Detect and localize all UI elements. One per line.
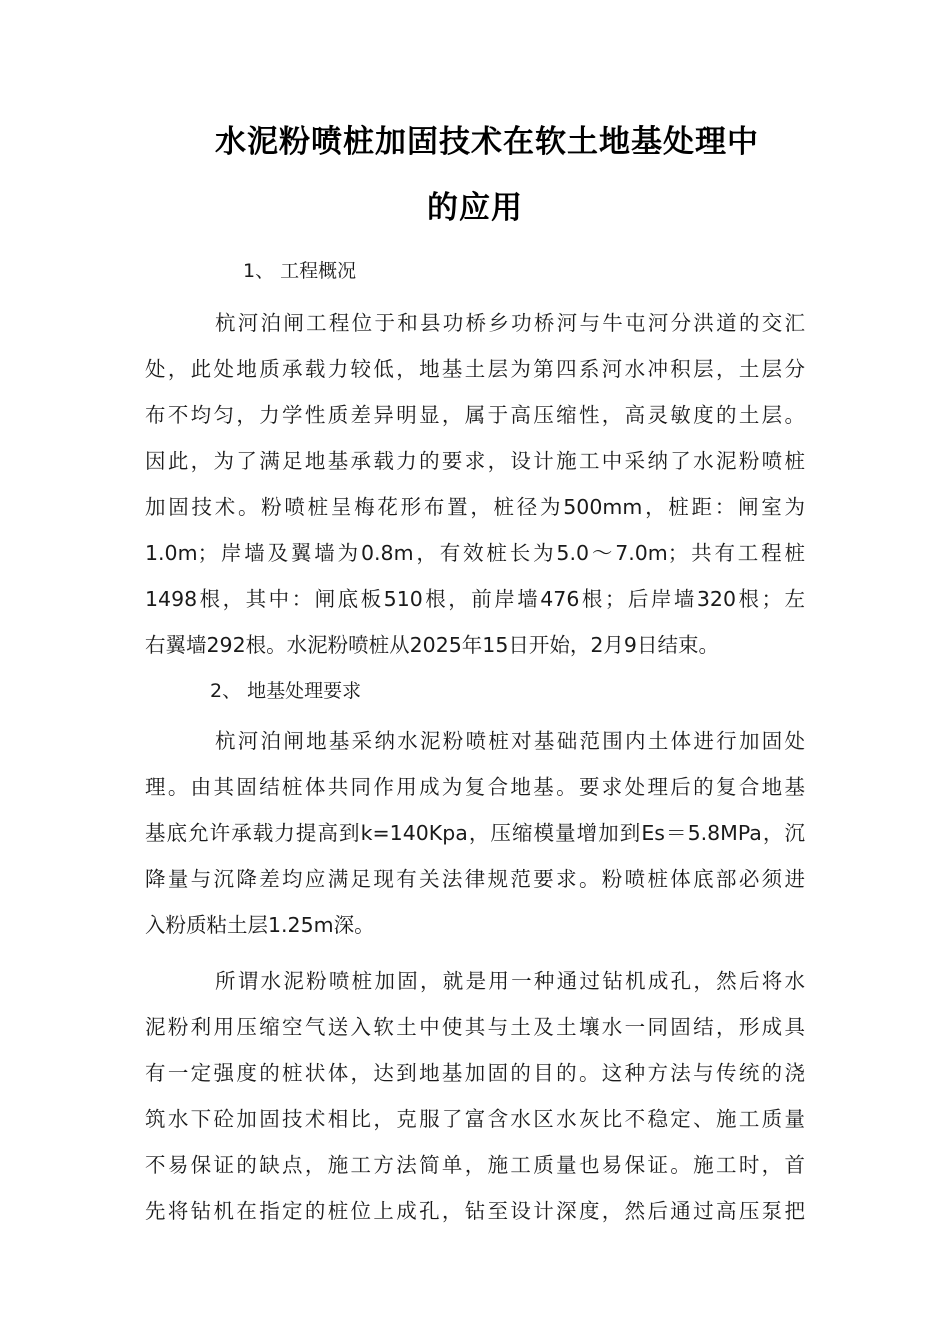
paragraph-line: 先将钻机在指定的桩位上成孔，钻至设计深度，然后通过高压泵把 bbox=[145, 1199, 805, 1223]
paragraph-line: 杭河泊闸工程位于和县功桥乡功桥河与牛屯河分洪道的交汇 bbox=[215, 311, 805, 335]
document-title-line-1: 水泥粉喷桩加固技术在软土地基处理中 bbox=[215, 124, 759, 160]
paragraph-line: 基底允许承载力提高到k=140Kpa，压缩模量增加到Es＝5.8MPa，沉 bbox=[145, 821, 805, 845]
paragraph-line: 1.0m；岸墙及翼墙为0.8m，有效桩长为5.0～7.0m；共有工程桩 bbox=[145, 541, 805, 565]
document-title-line-2: 的应用 bbox=[427, 190, 523, 226]
paragraph-line: 右翼墙292根。水泥粉喷桩从2025年15日开始，2月9日结束。 bbox=[145, 633, 719, 657]
paragraph-line: 1498根，其中：闸底板510根，前岸墙476根；后岸墙320根；左 bbox=[145, 587, 805, 611]
paragraph-line: 不易保证的缺点，施工方法简单，施工质量也易保证。施工时，首 bbox=[145, 1153, 805, 1177]
section-2-heading: 2、 地基处理要求 bbox=[210, 680, 362, 702]
paragraph-line: 所谓水泥粉喷桩加固，就是用一种通过钻机成孔，然后将水 bbox=[215, 969, 805, 993]
section-1-heading: 1、 工程概况 bbox=[243, 260, 357, 282]
paragraph-line: 布不均匀，力学性质差异明显，属于高压缩性，高灵敏度的土层。 bbox=[145, 403, 805, 427]
paragraph-line: 有一定强度的桩状体，达到地基加固的目的。这种方法与传统的浇 bbox=[145, 1061, 805, 1085]
paragraph-line: 降量与沉降差均应满足现有关法律规范要求。粉喷桩体底部必须进 bbox=[145, 867, 805, 891]
paragraph-line: 杭河泊闸地基采纳水泥粉喷桩对基础范围内土体进行加固处 bbox=[215, 729, 805, 753]
paragraph-line: 入粉质粘土层1.25m深。 bbox=[145, 913, 375, 937]
paragraph-line: 因此，为了满足地基承载力的要求，设计施工中采纳了水泥粉喷桩 bbox=[145, 449, 805, 473]
paragraph-line: 处，此处地质承载力较低，地基土层为第四系河水冲积层，土层分 bbox=[145, 357, 805, 381]
paragraph-line: 加固技术。粉喷桩呈梅花形布置，桩径为500mm，桩距：闸室为 bbox=[145, 495, 805, 519]
paragraph-line: 泥粉利用压缩空气送入软土中使其与土及土壤水一同固结，形成具 bbox=[145, 1015, 805, 1039]
paragraph-line: 理。由其固结桩体共同作用成为复合地基。要求处理后的复合地基 bbox=[145, 775, 805, 799]
paragraph-line: 筑水下砼加固技术相比，克服了富含水区水灰比不稳定、施工质量 bbox=[145, 1107, 805, 1131]
